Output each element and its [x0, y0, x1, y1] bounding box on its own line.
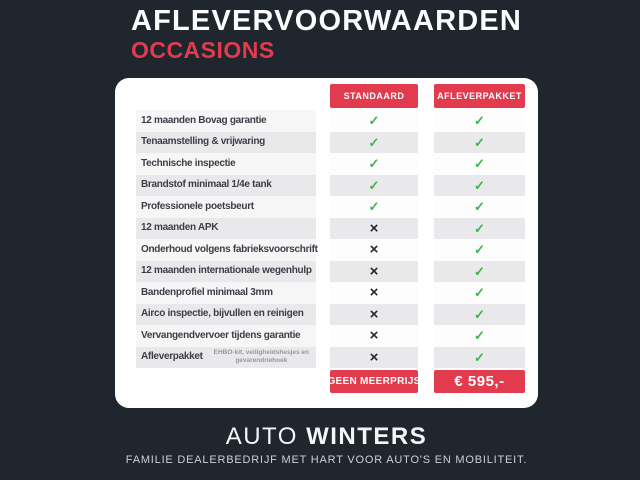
check-icon: ✓	[474, 220, 485, 236]
column-header-afleverpakket: AFLEVERPAKKET	[434, 84, 525, 108]
table-row	[136, 239, 525, 261]
check-icon: ✓	[474, 199, 485, 215]
content-column	[115, 0, 538, 467]
row-label: Afleverpakket	[141, 351, 203, 363]
dealer-footer	[115, 424, 538, 468]
row-label-cell	[136, 153, 316, 175]
check-icon: ✓	[474, 263, 485, 279]
row-label: 12 maanden Bovag garantie	[141, 114, 267, 126]
check-icon: ✓	[474, 242, 485, 258]
afleverpakket-mark-cell	[434, 239, 525, 261]
afleverpakket-price-badge: € 595,-	[434, 370, 525, 393]
table-row	[136, 218, 525, 240]
table-row	[136, 261, 525, 283]
heading	[115, 7, 538, 63]
cross-icon: ×	[369, 241, 379, 259]
row-label-cell	[136, 196, 316, 218]
check-icon: ✓	[368, 156, 380, 172]
check-icon: ✓	[368, 177, 380, 193]
dealer-brand	[115, 424, 538, 450]
check-icon: ✓	[474, 134, 485, 150]
afleverpakket-price-cell	[434, 370, 525, 393]
standaard-mark-cell	[330, 196, 418, 218]
row-label-cell	[136, 132, 316, 154]
dealer-brand-bold: WINTERS	[306, 423, 428, 450]
afleverpakket-mark-cell	[434, 304, 525, 326]
table-row	[136, 153, 525, 175]
afleverpakket-mark-cell	[434, 261, 525, 283]
afleverpakket-mark-cell	[434, 175, 525, 197]
standaard-mark-cell	[330, 153, 418, 175]
heading-inner	[131, 7, 522, 62]
table-row	[136, 132, 525, 154]
row-label: Tenaamstelling & vrijwaring	[141, 136, 265, 148]
price-spacer	[136, 370, 316, 393]
row-label-cell	[136, 175, 316, 197]
afleverpakket-mark-cell	[434, 132, 525, 154]
row-label-cell	[136, 110, 316, 132]
check-icon: ✓	[474, 285, 485, 301]
page-title: AFLEVERVOORWAARDEN	[130, 5, 523, 37]
check-icon: ✓	[474, 328, 485, 344]
price-row	[136, 370, 525, 393]
page-subtitle: OCCASIONS	[130, 37, 275, 63]
column-header-afleverpakket-cell	[434, 84, 525, 108]
row-note: EHBO-kit, veiligheidshesjes en gevarendriehoek	[213, 348, 310, 365]
check-icon: ✓	[474, 177, 485, 193]
table-row	[136, 304, 525, 326]
header-spacer	[136, 84, 316, 108]
row-label-cell	[136, 304, 316, 326]
check-icon: ✓	[474, 113, 485, 129]
row-label: Professionele poetsbeurt	[141, 200, 254, 212]
table-row	[136, 282, 525, 304]
row-label: 12 maanden internationale wegenhulp	[141, 265, 312, 277]
check-icon: ✓	[474, 306, 485, 322]
comparison-card	[115, 78, 538, 408]
check-icon: ✓	[368, 199, 380, 215]
table-row	[136, 325, 525, 347]
afleverpakket-mark-cell	[434, 110, 525, 132]
standaard-mark-cell	[330, 304, 418, 326]
row-label-cell	[136, 239, 316, 261]
cross-icon: ×	[369, 284, 379, 302]
cross-icon: ×	[369, 305, 379, 323]
row-label-cell	[136, 325, 316, 347]
row-label-cell	[136, 282, 316, 304]
column-header-standaard: STANDAARD	[330, 84, 418, 108]
standaard-mark-cell	[330, 175, 418, 197]
standaard-mark-cell	[330, 347, 418, 369]
table-row	[136, 175, 525, 197]
standaard-mark-cell	[330, 132, 418, 154]
standaard-mark-cell	[330, 261, 418, 283]
afleverpakket-mark-cell	[434, 282, 525, 304]
afleverpakket-mark-cell	[434, 325, 525, 347]
cross-icon: ×	[369, 327, 379, 345]
table-row	[136, 347, 525, 369]
check-icon: ✓	[368, 113, 380, 129]
standaard-mark-cell	[330, 239, 418, 261]
afleverpakket-mark-cell	[434, 196, 525, 218]
cross-icon: ×	[369, 219, 379, 237]
afleverpakket-mark-cell	[434, 347, 525, 369]
row-label-cell	[136, 261, 316, 283]
standaard-mark-cell	[330, 218, 418, 240]
dealer-brand-light: AUTO	[225, 423, 307, 450]
cross-icon: ×	[369, 262, 379, 280]
table-rows	[136, 110, 525, 368]
dealer-tagline: FAMILIE DEALERBEDRIJF MET HART VOOR AUTO'S EN MOBILITEIT.	[125, 454, 528, 467]
check-icon: ✓	[368, 134, 380, 150]
standaard-mark-cell	[330, 110, 418, 132]
row-label: Onderhoud volgens fabrieksvoorschrift	[141, 243, 318, 255]
afleverpakket-mark-cell	[434, 153, 525, 175]
row-label: Brandstof minimaal 1/4e tank	[141, 179, 272, 191]
check-icon: ✓	[474, 156, 485, 172]
row-label: Airco inspectie, bijvullen en reinigen	[141, 308, 304, 320]
row-label-cell	[136, 347, 316, 369]
afleverpakket-mark-cell	[434, 218, 525, 240]
standaard-price-cell	[327, 370, 421, 393]
standaard-price-badge: GEEN MEERPRIJS	[330, 370, 418, 393]
standaard-mark-cell	[330, 325, 418, 347]
cross-icon: ×	[369, 348, 379, 366]
row-label: Bandenprofiel minimaal 3mm	[141, 286, 273, 298]
standaard-mark-cell	[330, 282, 418, 304]
row-label: 12 maanden APK	[141, 222, 219, 234]
row-label-cell	[136, 218, 316, 240]
table-row	[136, 110, 525, 132]
row-label: Technische inspectie	[141, 157, 236, 169]
check-icon: ✓	[474, 349, 485, 365]
column-header-standaard-cell	[330, 84, 418, 108]
table-row	[136, 196, 525, 218]
table-header-row	[136, 84, 525, 108]
row-label: Vervangendvervoer tijdens garantie	[141, 329, 301, 341]
